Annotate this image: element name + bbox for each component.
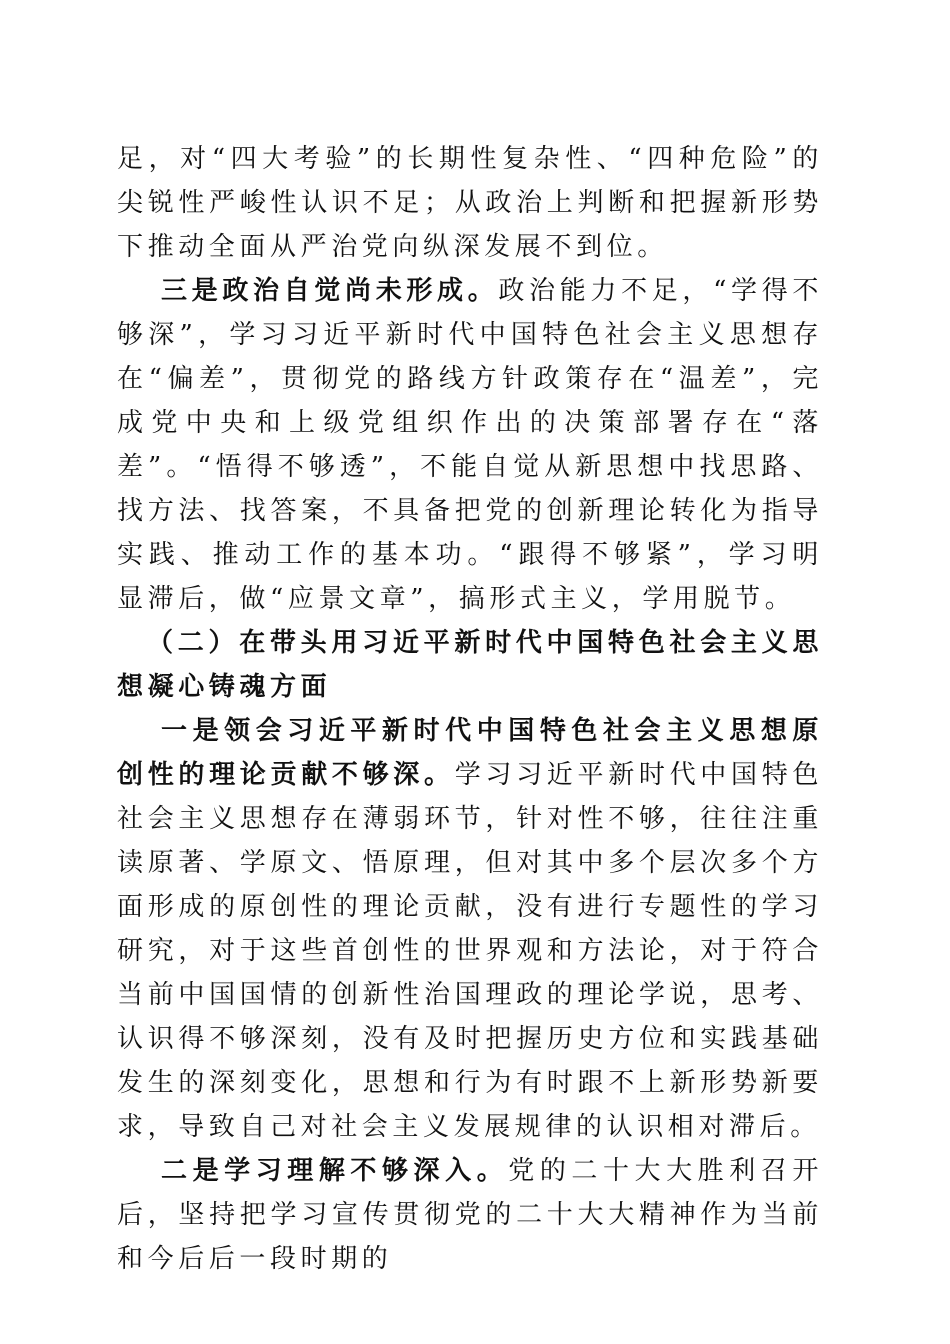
paragraph-text: 学习习近平新时代中国特色社会主义思想存在薄弱环节，针对性不够，往往注重读原著、学原文、悟原理，但对其中多个层次多个方面形成的原创性的理论贡献，没有进行专题性的学习研究，对于这些首创性的世界观和方法论，对于符合当前中国国情的创新性治国理政的理论学说，思考、认识得不够深刻，没有及时把握历史方位和实践基础发生的深刻变化，思想和行为有时跟不上新形势新要求，导致自己对社会主义发展规律的认识相对滞后。	[117, 760, 823, 1142]
paragraph-theoretical-contribution	[117, 709, 823, 1149]
section-heading: （二）在带头用习近平新时代中国特色社会主义思想凝心铸魂方面	[117, 628, 823, 702]
paragraph-continuation	[117, 137, 823, 269]
paragraph-lead: 三是政治自觉尚未形成。	[161, 276, 499, 306]
paragraph-lead: 二是学习理解不够深入。	[161, 1156, 509, 1186]
paragraph-lead: 一是领会习近平新时代中国特色社会主义思想原创性的理论贡献不够深。	[117, 716, 823, 790]
paragraph-political-awareness	[117, 269, 823, 621]
document-body	[117, 137, 823, 1281]
paragraph-text: 政治能力不足，“学得不够深”，学习习近平新时代中国特色社会主义思想存在“偏差”，贯彻党的路线方针政策存在“温差”，完成党中央和上级党组织作出的决策部署存在“落差”。“悟得不够透”，不能自觉从新思想中找思路、找方法、找答案，不具备把党的创新理论转化为指导实践、推动工作的基本功。“跟得不够紧”，学习明显滞后，做“应景文章”，搞形式主义，学用脱节。	[117, 276, 823, 614]
paragraph-text: 足，对“四大考验”的长期性复杂性、“四种危险”的尖锐性严峻性认识不足；从政治上判断和把握新形势下推动全面从严治党向纵深发展不到位。	[117, 144, 823, 262]
paragraph-text: 党的二十大大胜利召开后，坚持把学习宣传贯彻党的二十大大精神作为当前和今后后一段时期的	[117, 1156, 823, 1274]
paragraph-study-understanding	[117, 1149, 823, 1281]
